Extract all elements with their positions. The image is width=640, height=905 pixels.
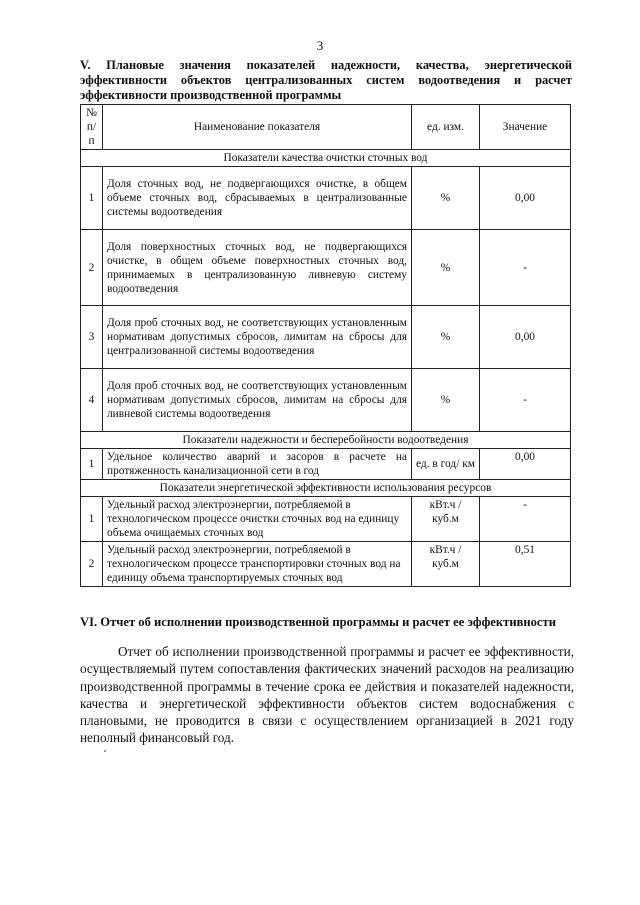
- header-name: Наименование показателя: [103, 105, 412, 150]
- row-unit: %: [412, 306, 480, 369]
- row-num: 2: [81, 542, 103, 587]
- header-unit: ед. изм.: [412, 105, 480, 150]
- row-name: Удельный расход электроэнергии, потребляемой в технологическом процессе транспортировки сточных вод на единицу объема транспортируемых сточных вод: [103, 542, 412, 587]
- stray-mark: [104, 750, 106, 752]
- row-name: Доля проб сточных вод, не соответствующих установленным нормативам допустимых сбросов, лимитам на сбросы для ливневой системы водоотведения: [103, 369, 412, 432]
- row-unit: %: [412, 369, 480, 432]
- row-name: Доля сточных вод, не подвергающихся очистке, в общем объеме сточных вод, сбрасываемых в централизованные системы водоотведения: [103, 167, 412, 230]
- table-header-row: [81, 105, 571, 150]
- group-header-quality: [81, 150, 571, 167]
- row-value: -: [480, 230, 571, 306]
- table-row: [81, 306, 571, 369]
- row-unit: %: [412, 230, 480, 306]
- row-name: Доля поверхностных сточных вод, не подвергающихся очистке, в общем объеме поверхностных сточных вод, принимаемых в централизованную ливневую систему водоотведения: [103, 230, 412, 306]
- section-6-paragraph: Отчет об исполнении производственной программы и расчет ее эффективности, осуществляемый путем сопоставления фактических значений расходов на реализацию производственной программы в течение срока ее действия и показателей надежности, качества и энергетической эффективности объектов систем водоснабжения с плановыми, не проводится в связи с осуществлением организацией в 2021 году неполный финансовый год.: [80, 644, 574, 746]
- table-row: [81, 167, 571, 230]
- row-unit: кВт.ч / куб.м: [412, 542, 480, 587]
- row-name: Удельный расход электроэнергии, потребляемой в технологическом процессе очистки сточных вод на единицу объема очищаемых сточных вод: [103, 497, 412, 542]
- table-row: [81, 230, 571, 306]
- row-value: -: [480, 369, 571, 432]
- indicators-table: [80, 104, 571, 587]
- row-num: 4: [81, 369, 103, 432]
- header-num: № п/п: [81, 105, 103, 150]
- group-header-reliability: [81, 432, 571, 449]
- row-num: 1: [81, 167, 103, 230]
- row-value: 0,51: [480, 542, 571, 587]
- table-row: [81, 542, 571, 587]
- group-header-energy: [81, 480, 571, 497]
- table-row: [81, 497, 571, 542]
- group-title: Показатели энергетической эффективности использования ресурсов: [81, 480, 571, 497]
- row-unit: ед. в год/ км: [412, 449, 480, 480]
- row-value: -: [480, 497, 571, 542]
- page-number: 3: [316, 38, 324, 53]
- header-value: Значение: [480, 105, 571, 150]
- section-6-title: VI. Отчет об исполнении производственной программы и расчет ее эффективности: [80, 615, 556, 629]
- row-value: 0,00: [480, 306, 571, 369]
- table-row: [81, 449, 571, 480]
- row-num: 3: [81, 306, 103, 369]
- row-num: 1: [81, 449, 103, 480]
- table-row: [81, 369, 571, 432]
- row-unit: %: [412, 167, 480, 230]
- row-unit: кВт.ч / куб.м: [412, 497, 480, 542]
- row-name: Доля проб сточных вод, не соответствующих установленным нормативам допустимых сбросов, лимитам на сбросы для централизованной системы водоотведения: [103, 306, 412, 369]
- row-num: 2: [81, 230, 103, 306]
- row-name: Удельное количество аварий и засоров в расчете на протяженность канализационной сети в год: [103, 449, 412, 480]
- row-value: 0,00: [480, 167, 571, 230]
- group-title: Показатели надежности и бесперебойности водоотведения: [81, 432, 571, 449]
- row-value: 0,00: [480, 449, 571, 480]
- group-title: Показатели качества очистки сточных вод: [81, 150, 571, 167]
- section-5-title: V. Плановые значения показателей надежности, качества, энергетической эффективности объектов централизованных систем водоотведения и расчет эффективности производственной программы: [80, 58, 572, 102]
- row-num: 1: [81, 497, 103, 542]
